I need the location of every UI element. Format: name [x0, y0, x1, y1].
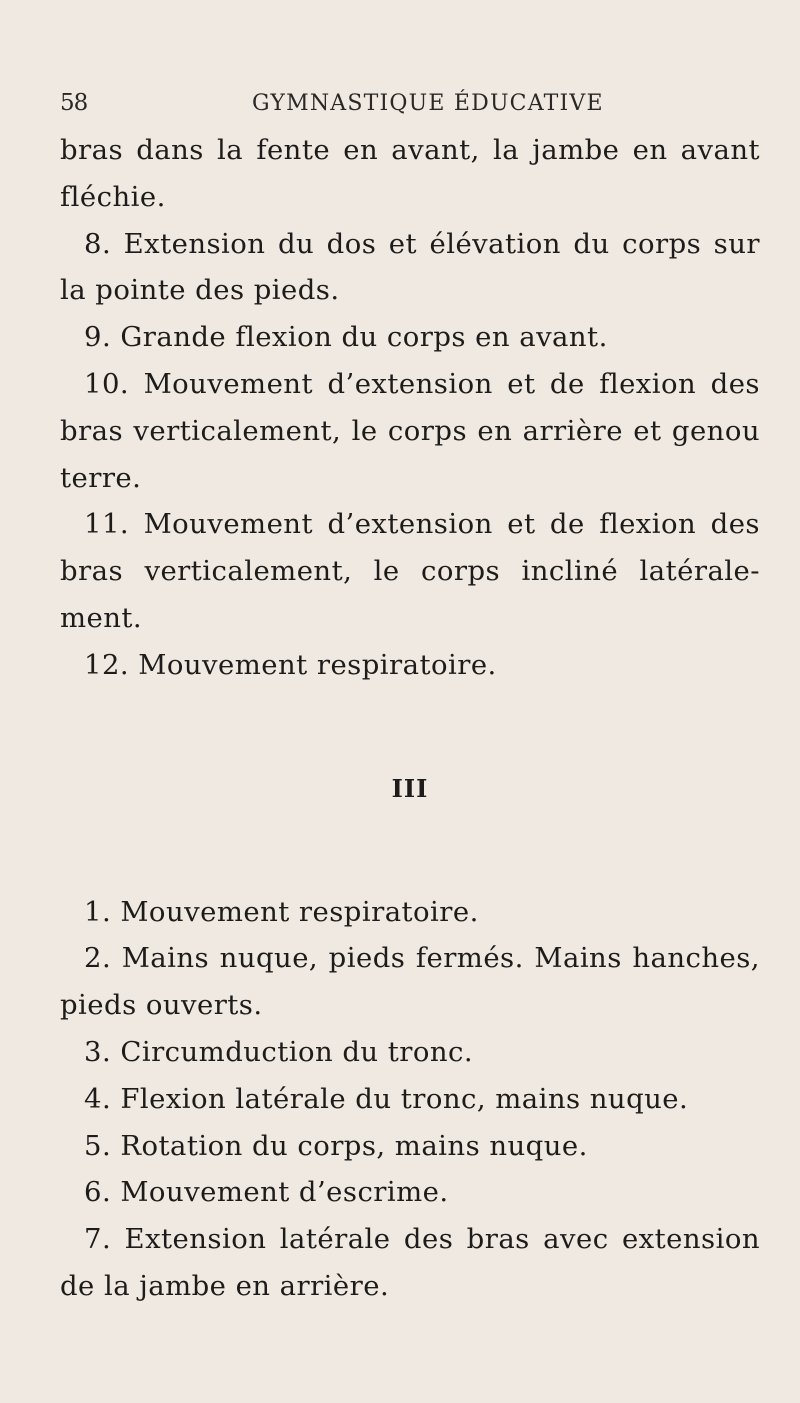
list-item: 9. Grande flexion du corps en avant.	[84, 321, 608, 354]
page-number: 58	[60, 90, 88, 116]
list-item: 11. Mouvement d’extension et de flexion des bras verticalement, le corps incliné latérale-ment.	[60, 508, 760, 634]
body-text	[60, 127, 760, 1310]
continued-paragraph: bras dans la fente en avant, la jambe en avant fléchie.	[60, 134, 760, 213]
running-title: GYMNASTIQUE ÉDUCATIVE	[252, 91, 604, 116]
list-item: 7. Extension latérale des bras avec extension de la jambe en arrière.	[60, 1223, 760, 1302]
list-item: 2. Mains nuque, pieds fermés. Mains hanches, pieds ouverts.	[60, 942, 760, 1022]
running-head	[60, 78, 760, 118]
list-item: 3. Circumduction du tronc.	[84, 1035, 474, 1068]
list-item: 6. Mouvement d’escrime.	[84, 1176, 449, 1209]
list-item: 4. Flexion latérale du tronc, mains nuque.	[84, 1082, 689, 1115]
list-item: 12. Mouvement respiratoire.	[84, 648, 497, 681]
list-item: 8. Extension du dos et élévation du corps sur la pointe des pieds.	[60, 227, 760, 307]
list-item: 5. Rotation du corps, mains nuque.	[84, 1129, 588, 1162]
section-heading: III	[391, 773, 429, 803]
list-item: 10. Mouvement d’extension et de flexion des bras verticalement, le corps en arrière et genou terre.	[60, 367, 760, 494]
list-item: 1. Mouvement respiratoire.	[84, 895, 479, 928]
